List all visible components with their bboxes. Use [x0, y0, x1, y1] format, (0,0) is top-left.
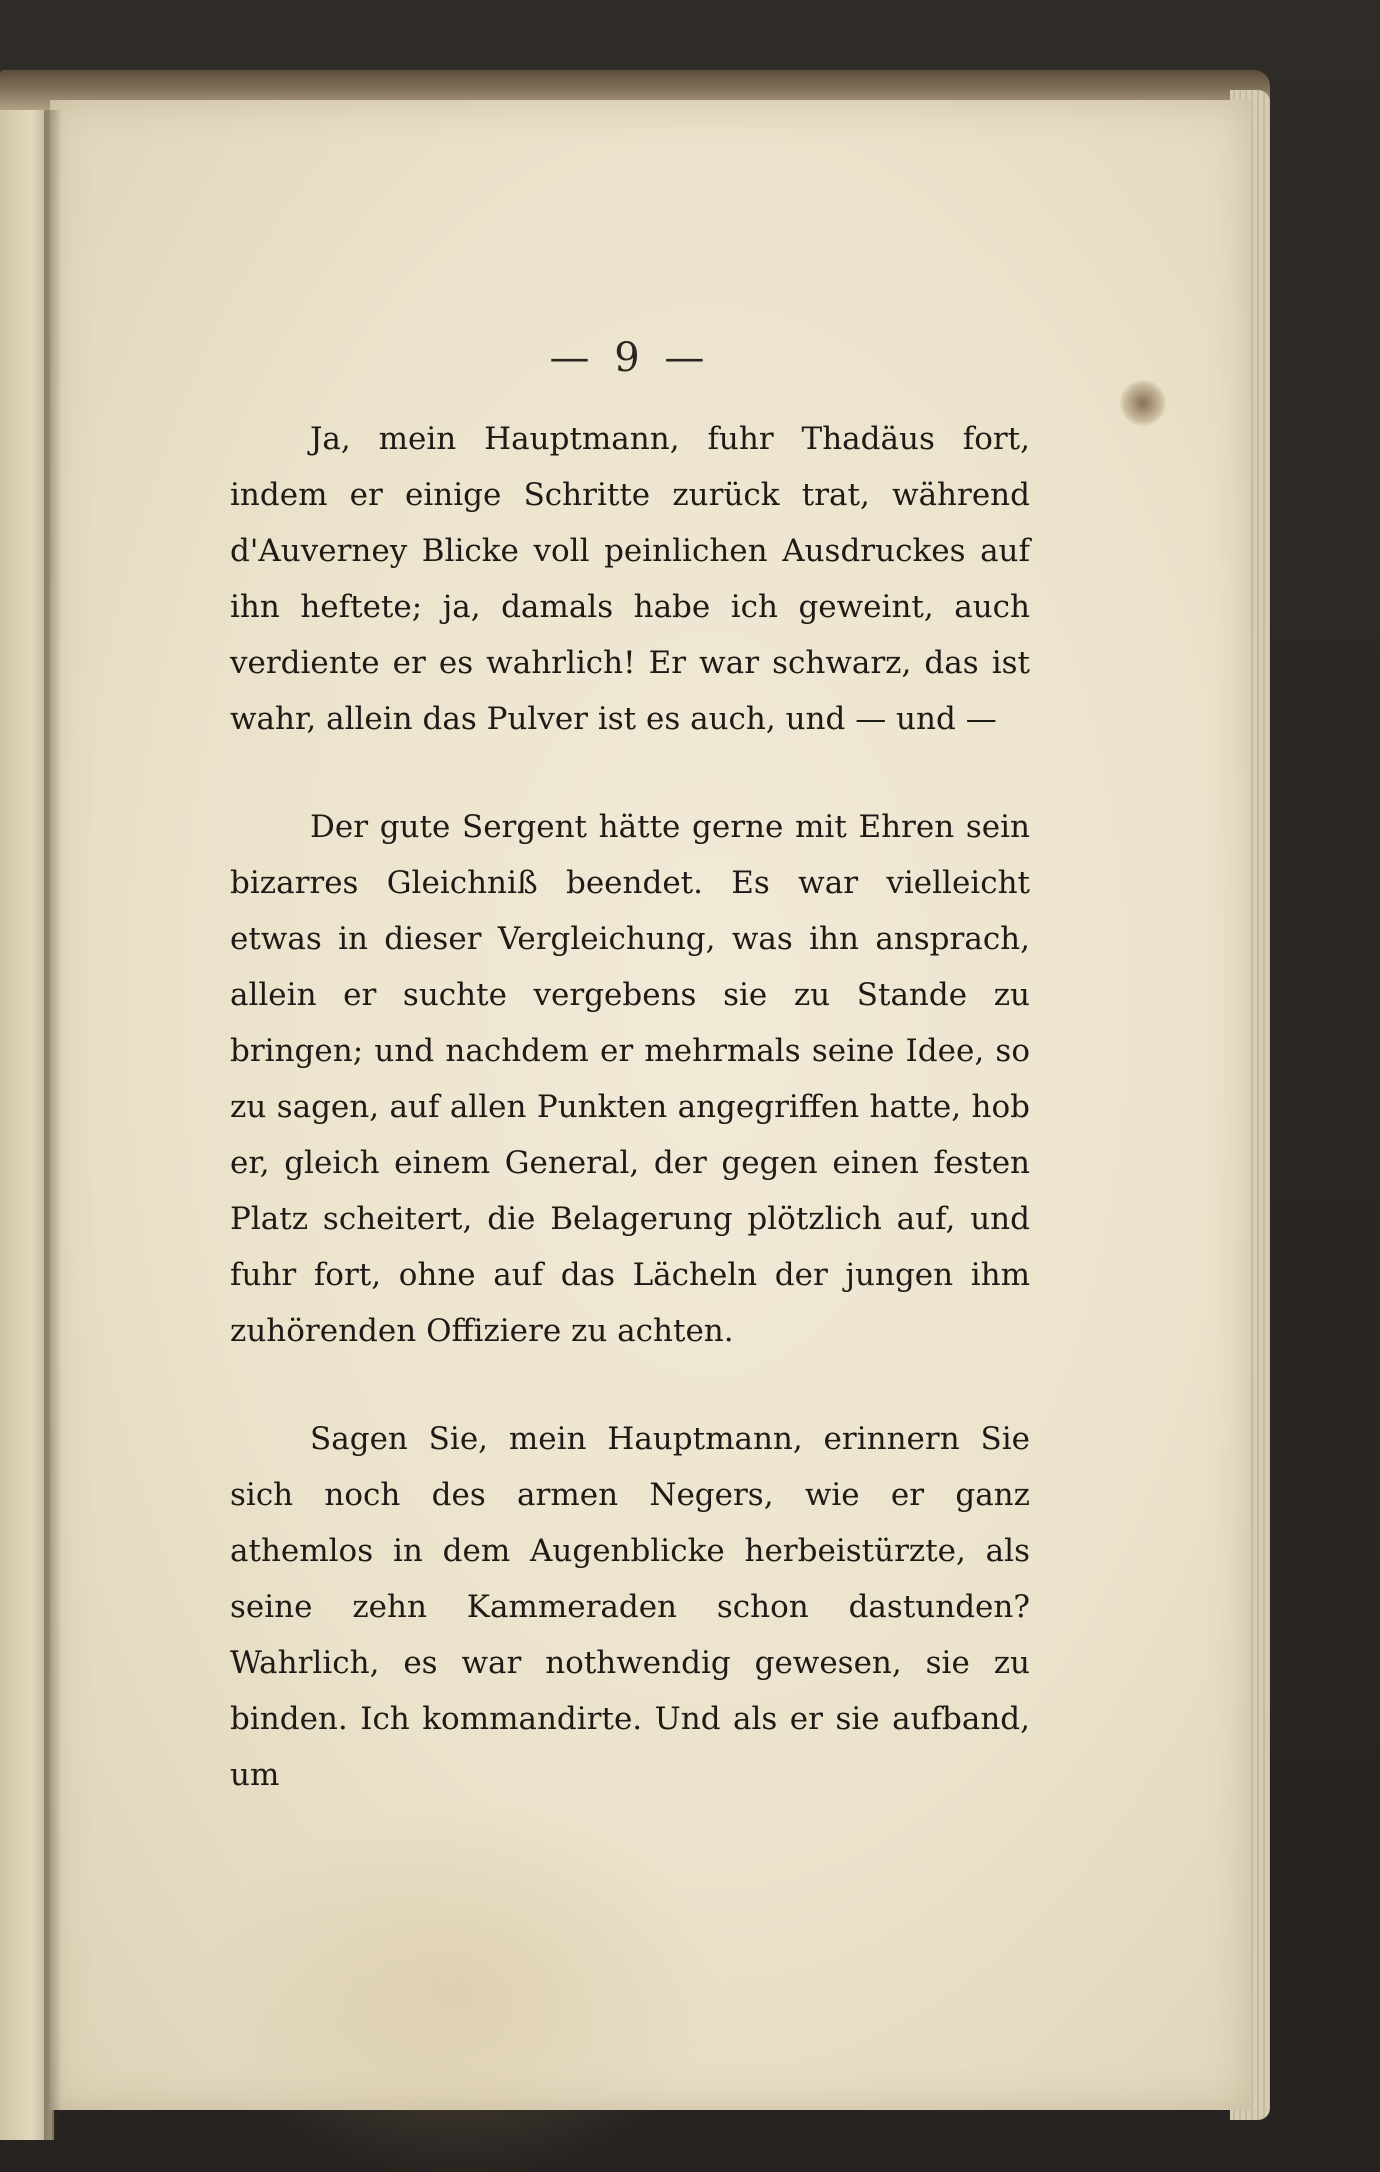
page-text — [230, 335, 1030, 1803]
paper-stain — [200, 1800, 720, 2172]
page-number: — 9 — — [549, 335, 711, 381]
paragraph-2: Der gute Sergent hätte gerne mit Ehren sein bizarres Gleichniß beendet. Es war vielleicht etwas in dieser Vergleichung, was ihn ansprach, allein er suchte vergebens sie zu Stande zu bringen; und nachdem er mehrmals seine Idee, so zu sagen, auf allen Punkten angegriffen hatte, hob er, gleich einem General, der gegen einen festen Platz scheitert, die Belagerung plötzlich auf, und fuhr fort, ohne auf das Lächeln der jungen ihm zuhörenden Offiziere zu achten. — [230, 809, 1030, 1349]
spine-shadow — [44, 110, 62, 2140]
foxing-spot — [1120, 380, 1166, 426]
paragraph-1: Ja, mein Hauptmann, fuhr Thadäus fort, indem er einige Schritte zurück trat, während d'Auverney Blicke voll peinlichen Ausdruckes auf ihn heftete; ja, damals habe ich geweint, auch verdiente er es wahrlich! Er war schwarz, das ist wahr, allein das Pulver ist es auch, und — und — — [230, 421, 1030, 737]
paragraph-3: Sagen Sie, mein Hauptmann, erinnern Sie sich noch des armen Negers, wie er ganz athemlos in dem Augenblicke herbeistürzte, als seine zehn Kammeraden schon dastunden? Wahrlich, es war nothwendig gewesen, sie zu binden. Ich kommandirte. Und als er sie aufband, um — [230, 1421, 1030, 1793]
